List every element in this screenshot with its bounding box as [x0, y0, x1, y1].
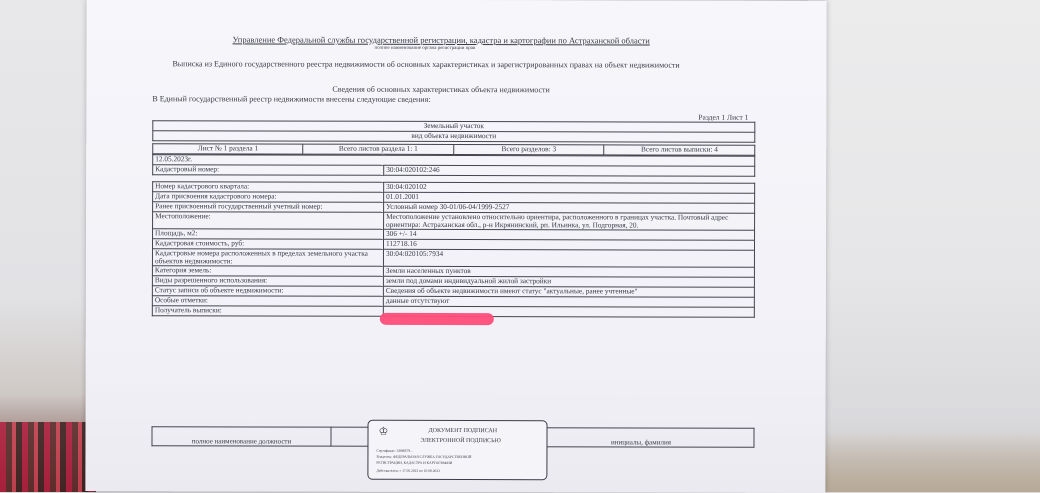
row-label: Дата присвоения кадастрового номера: — [153, 192, 384, 203]
row-label: Ранее присвоенный государственный учетный номер: — [153, 202, 384, 213]
row-label: Категория земель: — [152, 266, 383, 277]
row-label: Получатель выписки: — [152, 306, 383, 317]
row-label: Особые отметки: — [152, 296, 383, 307]
section-page-label: Раздел 1 Лист 1 — [698, 112, 749, 122]
date-table — [152, 154, 755, 177]
sheet-number: Лист № 1 раздела 1 — [153, 144, 303, 154]
row-value: 112718.16 — [383, 239, 754, 250]
extract-date: 12.05.2023г. — [153, 155, 755, 167]
object-type-caption: вид объекта недвижимости — [153, 131, 755, 143]
stamp-certificate: Сертификат: 3B98E79... — [376, 448, 413, 453]
sections-total: Всего разделов: 3 — [454, 144, 605, 154]
sheets-in-section: Всего листов раздела 1: 1 — [303, 144, 453, 154]
row-value: 30:04:020105:7934 — [383, 249, 754, 267]
electronic-signature-stamp — [367, 420, 547, 480]
row-label: Виды разрешенного использования: — [152, 276, 383, 287]
info-title: Сведения об основных характеристиках объекта недвижимости — [332, 84, 550, 95]
cadastral-value: 30:04:020102:246 — [384, 165, 755, 176]
extract-title: Выписка из Единого государственного реестра недвижимости об основных характеристиках и зарегистрированных правах на объект недвижимости — [172, 59, 680, 70]
row-label: Кадастровые номера расположенных в пределах земельного участка объектов недвижимости: — [152, 249, 383, 267]
sheets-total: Всего листов выписки: 4 — [604, 145, 755, 155]
emblem-icon: ♔ — [378, 425, 389, 438]
background-left — [0, 0, 96, 492]
position-caption: полное наименование должности — [152, 427, 331, 446]
row-label: Статус записи об объекте недвижимости: — [152, 286, 383, 297]
organization-caption: полное наименование органа регистрации прав — [374, 45, 476, 52]
row-label: Номер кадастрового квартала: — [153, 182, 384, 193]
attributes-table — [152, 181, 755, 318]
table-row — [153, 212, 755, 231]
object-type-table — [152, 120, 755, 143]
row-value: Сведения об объекте недвижимости имеют статус "актуальные, ранее учтенные" — [383, 286, 754, 297]
stamp-validity: Действителен: с 17.05.2022 по 10.08.2023 — [376, 468, 440, 473]
document-sheet — [85, 0, 826, 493]
redaction-mark — [380, 313, 494, 325]
stamp-line1: ДОКУМЕНТ ПОДПИСАН — [428, 427, 498, 435]
cadastral-label: Кадастровый номер: — [153, 165, 384, 176]
row-value: земли под домами индивидуальной жилой застройки — [383, 276, 754, 287]
row-value: Условный номер 30-01/06-04/1999-2527 — [384, 202, 755, 213]
object-type: Земельный участок — [153, 121, 755, 133]
organization-name: Управление Федеральной службы государственной регистрации, кадастра и картографии по Астраханской области — [232, 34, 650, 46]
stamp-line2: ЭЛЕКТРОННОЙ ПОДПИСЬЮ — [420, 437, 501, 445]
row-value: Земли населенных пунктов — [383, 266, 754, 277]
table-row — [152, 249, 754, 268]
row-value: 306 +/- 14 — [384, 229, 755, 240]
name-caption: инициалы, фамилия — [528, 428, 754, 448]
stamp-owner2: РЕГИСТРАЦИИ, КАДАСТРА И КАРТОГРАФИИ — [376, 460, 453, 465]
row-value: 30:04:020102 — [384, 182, 755, 193]
row-value: данные отсутствуют — [383, 296, 754, 307]
row-value: Местоположение установлено относительно ориентира, расположенного в границах участка. Почтовый адрес ориентира: Астраханская обл., р-н Икрянинский, рп. Ильинка, ул. Подгорная, 20. — [384, 212, 755, 230]
stamp-owner: Владелец: ФЕДЕРАЛЬНАЯ СЛУЖБА ГОСУДАРСТВЕННОЙ — [376, 454, 472, 460]
background-right — [808, 0, 1040, 492]
state-line: В Единый государственный реестр недвижимости внесены следующие сведения: — [152, 94, 431, 104]
row-label: Местоположение: — [153, 212, 384, 230]
row-value: 01.01.2001 — [384, 192, 755, 203]
row-label: Площадь, м2: — [153, 229, 384, 240]
row-label: Кадастровая стоимость, руб: — [152, 239, 383, 250]
